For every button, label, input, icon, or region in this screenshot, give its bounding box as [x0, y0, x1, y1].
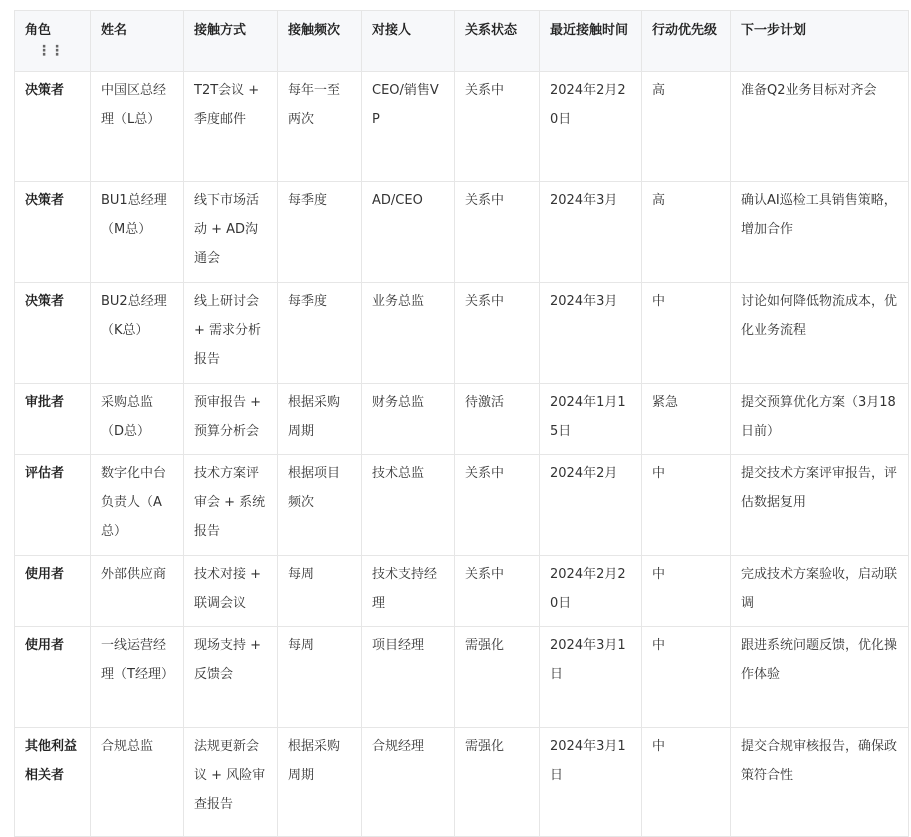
cell-last-contact: 2024年1月15日 — [540, 384, 642, 455]
cell-name: BU1总经理（M总） — [91, 182, 184, 283]
table-row — [15, 72, 909, 182]
cell-priority: 中 — [642, 556, 731, 627]
cell-next-step: 提交技术方案评审报告，评估数据复用 — [731, 455, 909, 556]
cell-priority: 中 — [642, 627, 731, 728]
cell-relationship-status: 关系中 — [455, 556, 540, 627]
cell-priority: 中 — [642, 455, 731, 556]
cell-contact-frequency: 每季度 — [278, 283, 362, 384]
cell-relationship-status: 关系中 — [455, 283, 540, 384]
cell-contact-frequency: 根据采购周期 — [278, 728, 362, 837]
cell-priority: 中 — [642, 283, 731, 384]
column-header-label: 角色 — [25, 23, 52, 38]
cell-counterpart: 技术支持经理 — [362, 556, 455, 627]
cell-relationship-status: 关系中 — [455, 182, 540, 283]
cell-contact-frequency: 根据采购周期 — [278, 384, 362, 455]
cell-last-contact: 2024年3月1日 — [540, 627, 642, 728]
cell-counterpart: 财务总监 — [362, 384, 455, 455]
cell-priority: 紧急 — [642, 384, 731, 455]
cell-next-step: 跟进系统问题反馈，优化操作体验 — [731, 627, 909, 728]
cell-role: 决策者 — [15, 283, 91, 384]
table-header-row — [15, 11, 909, 72]
cell-name: 数字化中台负责人（A总） — [91, 455, 184, 556]
cell-counterpart: 项目经理 — [362, 627, 455, 728]
cell-next-step: 准备Q2业务目标对齐会 — [731, 72, 909, 182]
cell-name: 合规总监 — [91, 728, 184, 837]
cell-counterpart: AD/CEO — [362, 182, 455, 283]
table-row — [15, 627, 909, 728]
drag-handle-icon[interactable]: ⋮⋮ — [37, 43, 63, 59]
table-row — [15, 384, 909, 455]
cell-name: 一线运营经理（T经理） — [91, 627, 184, 728]
cell-contact-frequency: 每周 — [278, 627, 362, 728]
cell-priority: 中 — [642, 728, 731, 837]
cell-name: 外部供应商 — [91, 556, 184, 627]
cell-priority: 高 — [642, 182, 731, 283]
cell-last-contact: 2024年3月 — [540, 182, 642, 283]
column-header-name[interactable]: 姓名 — [91, 11, 184, 72]
cell-contact-frequency: 每周 — [278, 556, 362, 627]
cell-name: 中国区总经理（L总） — [91, 72, 184, 182]
cell-contact-method: 线下市场活动 + AD沟通会 — [184, 182, 278, 283]
column-header-contact-method[interactable]: 接触方式 — [184, 11, 278, 72]
column-header-priority[interactable]: 行动优先级 — [642, 11, 731, 72]
cell-counterpart: 业务总监 — [362, 283, 455, 384]
cell-last-contact: 2024年2月20日 — [540, 72, 642, 182]
cell-counterpart: 技术总监 — [362, 455, 455, 556]
cell-role: 使用者 — [15, 627, 91, 728]
cell-relationship-status: 关系中 — [455, 455, 540, 556]
cell-relationship-status: 需强化 — [455, 728, 540, 837]
cell-relationship-status: 关系中 — [455, 72, 540, 182]
table-row — [15, 283, 909, 384]
cell-last-contact: 2024年3月1日 — [540, 728, 642, 837]
cell-contact-method: 技术方案评审会 + 系统报告 — [184, 455, 278, 556]
cell-contact-method: 现场支持 + 反馈会 — [184, 627, 278, 728]
cell-last-contact: 2024年2月20日 — [540, 556, 642, 627]
cell-contact-method: 线上研讨会 + 需求分析报告 — [184, 283, 278, 384]
cell-last-contact: 2024年2月 — [540, 455, 642, 556]
cell-contact-method: 法规更新会议 + 风险审查报告 — [184, 728, 278, 837]
cell-next-step: 完成技术方案验收，启动联调 — [731, 556, 909, 627]
column-header-contact-frequency[interactable]: 接触频次 — [278, 11, 362, 72]
cell-next-step: 讨论如何降低物流成本，优化业务流程 — [731, 283, 909, 384]
table-row — [15, 182, 909, 283]
column-header-relationship-status[interactable]: 关系状态 — [455, 11, 540, 72]
cell-next-step: 提交预算优化方案（3月18日前） — [731, 384, 909, 455]
cell-role: 决策者 — [15, 182, 91, 283]
cell-name: BU2总经理（K总） — [91, 283, 184, 384]
table-row — [15, 455, 909, 556]
cell-counterpart: CEO/销售VP — [362, 72, 455, 182]
cell-role: 审批者 — [15, 384, 91, 455]
column-header-role[interactable] — [15, 11, 91, 72]
cell-relationship-status: 待激活 — [455, 384, 540, 455]
cell-next-step: 提交合规审核报告，确保政策符合性 — [731, 728, 909, 837]
cell-relationship-status: 需强化 — [455, 627, 540, 728]
column-header-last-contact[interactable]: 最近接触时间 — [540, 11, 642, 72]
cell-role: 决策者 — [15, 72, 91, 182]
table-row — [15, 728, 909, 837]
cell-name: 采购总监（D总） — [91, 384, 184, 455]
cell-role: 其他利益相关者 — [15, 728, 91, 837]
stakeholder-table-container — [14, 10, 909, 837]
cell-contact-method: 预审报告 + 预算分析会 — [184, 384, 278, 455]
cell-contact-frequency: 根据项目频次 — [278, 455, 362, 556]
cell-contact-method: 技术对接 + 联调会议 — [184, 556, 278, 627]
stakeholder-table — [14, 10, 909, 837]
cell-contact-frequency: 每年一至两次 — [278, 72, 362, 182]
cell-contact-method: T2T会议 + 季度邮件 — [184, 72, 278, 182]
table-row — [15, 556, 909, 627]
column-header-counterpart[interactable]: 对接人 — [362, 11, 455, 72]
cell-contact-frequency: 每季度 — [278, 182, 362, 283]
cell-role: 评估者 — [15, 455, 91, 556]
cell-next-step: 确认AI巡检工具销售策略，增加合作 — [731, 182, 909, 283]
cell-role: 使用者 — [15, 556, 91, 627]
cell-last-contact: 2024年3月 — [540, 283, 642, 384]
column-header-next-step[interactable]: 下一步计划 — [731, 11, 909, 72]
cell-counterpart: 合规经理 — [362, 728, 455, 837]
cell-priority: 高 — [642, 72, 731, 182]
